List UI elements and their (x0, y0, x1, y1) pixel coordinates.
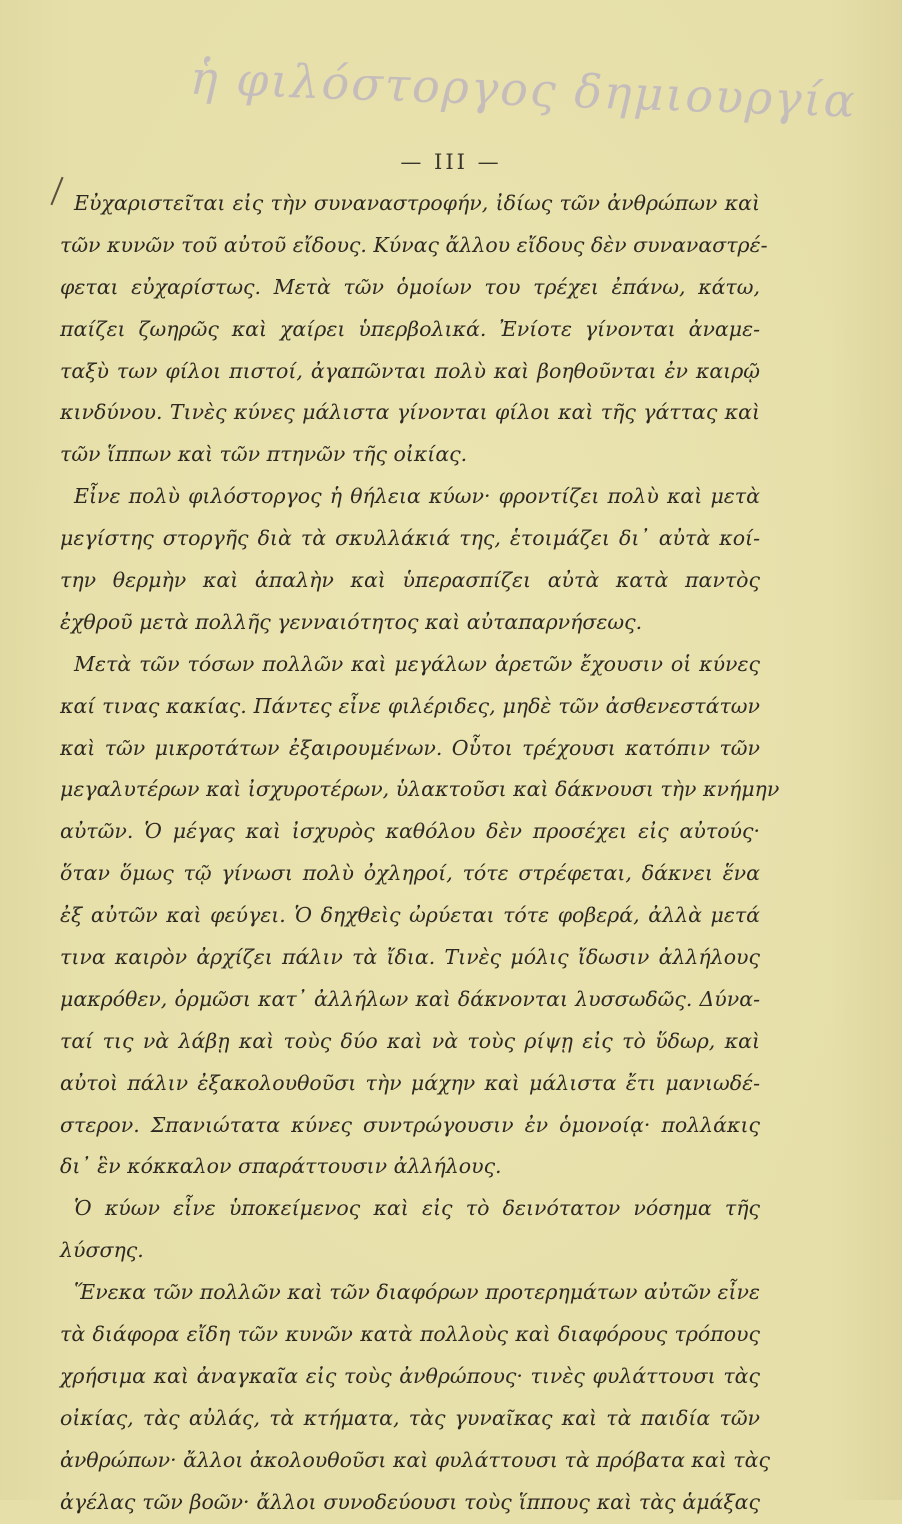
text-line: ἀγέλας τῶν βοῶν· ἄλλοι συνοδεύουσι τοὺς ἵππους καὶ τὰς ἁμάξας (60, 1489, 760, 1514)
text-line: μακρόθεν, ὁρμῶσι κατ᾽ ἀλλήλων καὶ δάκνονται λυσσωδῶς. Δύνα- (60, 986, 760, 1011)
text-line: παίζει ζωηρῶς καὶ χαίρει ὑπερβολικά. Ἐνίοτε γίνονται ἀναμε- (60, 316, 760, 341)
text-line: ἐξ αὐτῶν καὶ φεύγει. Ὁ δηχθεὶς ὠρύεται τότε φοβερά, ἀλλὰ μετά (60, 903, 760, 928)
text-line: μεγίστης στοργῆς διὰ τὰ σκυλλάκιά της, ἑτοιμάζει δι᾽ αὐτὰ κοί- (60, 526, 760, 551)
text-line: Εὐχαριστεῖται εἰς τὴν συναναστροφήν, ἰδίως τῶν ἀνθρώπων καὶ (74, 191, 760, 215)
text-line: Εἶνε πολὺ φιλόστοργος ἡ θήλεια κύων· φροντίζει πολὺ καὶ μετὰ (74, 484, 760, 509)
text-line: δι᾽ ἓν κόκκαλον σπαράττουσιν ἀλλήλους. (60, 1154, 502, 1179)
text-line: τὰ διάφορα εἴδη τῶν κυνῶν κατὰ πολλοὺς καὶ διαφόρους τρόπους (60, 1322, 760, 1347)
text-line: Μετὰ τῶν τόσων πολλῶν καὶ μεγάλων ἀρετῶν ἔχουσιν οἱ κύνες (74, 651, 760, 676)
text-line: οἰκίας, τὰς αὐλάς, τὰ κτήματα, τὰς γυναῖκας καὶ τὰ παιδία τῶν (60, 1405, 760, 1430)
text-line: ἐχθροῦ μετὰ πολλῆς γενναιότητος καὶ αὐταπαρνήσεως. (60, 609, 643, 634)
text-line: την θερμὴν καὶ ἁπαλὴν καὶ ὑπερασπίζει αὐτὰ κατὰ παντὸς (60, 568, 760, 593)
text-line: τινα καιρὸν ἀρχίζει πάλιν τὰ ἴδια. Τινὲς μόλις ἴδωσιν ἀλλήλους (60, 945, 760, 970)
text-line: αὐτῶν. Ὁ μέγας καὶ ἰσχυρὸς καθόλου δὲν προσέχει εἰς αὐτούς· (60, 819, 760, 844)
text-line: στερον. Σπανιώτατα κύνες συντρώγουσιν ἐν ὁμονοίᾳ· πολλάκις (60, 1112, 760, 1137)
text-line: καί τινας κακίας. Πάντες εἶνε φιλέριδες, μηδὲ τῶν ἀσθενεστάτων (60, 693, 760, 718)
text-line: μεγαλυτέρων καὶ ἰσχυροτέρων, ὑλακτοῦσι καὶ δάκνουσι τὴν κνήμην (60, 777, 780, 802)
pencil-annotation: ἡ φιλόστοργος δημιουργία (189, 50, 858, 128)
text-line: ταξὺ των φίλοι πιστοί, ἀγαπῶνται πολὺ καὶ βοηθοῦνται ἐν καιρῷ (60, 358, 760, 383)
text-line: κινδύνου. Τινὲς κύνες μάλιστα γίνονται φίλοι καὶ τῆς γάττας καὶ (60, 400, 760, 425)
text-line: Ὁ κύων εἶνε ὑποκείμενος καὶ εἰς τὸ δεινότατον νόσημα τῆς (74, 1196, 760, 1221)
page-number: — III — (400, 150, 502, 174)
text-line: τῶν ἵππων καὶ τῶν πτηνῶν τῆς οἰκίας. (60, 442, 468, 467)
text-line: φεται εὐχαρίστως. Μετὰ τῶν ὁμοίων του τρέχει ἐπάνω, κάτω, (60, 274, 760, 299)
text-line: λύσσης. (60, 1238, 144, 1263)
text-line: χρήσιμα καὶ ἀναγκαῖα εἰς τοὺς ἀνθρώπους· τινὲς φυλάττουσι τὰς (60, 1363, 760, 1388)
text-line: καὶ τῶν μικροτάτων ἐξαιρουμένων. Οὗτοι τρέχουσι κατόπιν τῶν (60, 735, 760, 760)
text-line: τῶν κυνῶν τοῦ αὐτοῦ εἴδους. Κύνας ἄλλου εἴδους δὲν συναναστρέ- (60, 232, 768, 257)
text-line: ταί τις νὰ λάβῃ καὶ τοὺς δύο καὶ νὰ τοὺς ρίψῃ εἰς τὸ ὕδωρ, καὶ (60, 1028, 760, 1053)
text-line: αὐτοὶ πάλιν ἐξακολουθοῦσι τὴν μάχην καὶ μάλιστα ἔτι μανιωδέ- (60, 1070, 760, 1095)
body-text (60, 183, 780, 1524)
text-line: ὅταν ὅμως τῷ γίνωσι πολὺ ὀχληροί, τότε στρέφεται, δάκνει ἕνα (60, 861, 760, 886)
text-line: ἀνθρώπων· ἄλλοι ἀκολουθοῦσι καὶ φυλάττουσι τὰ πρόβατα καὶ τὰς (60, 1447, 770, 1472)
text-line: Ἕνεκα τῶν πολλῶν καὶ τῶν διαφόρων προτερημάτων αὐτῶν εἶνε (74, 1280, 760, 1305)
